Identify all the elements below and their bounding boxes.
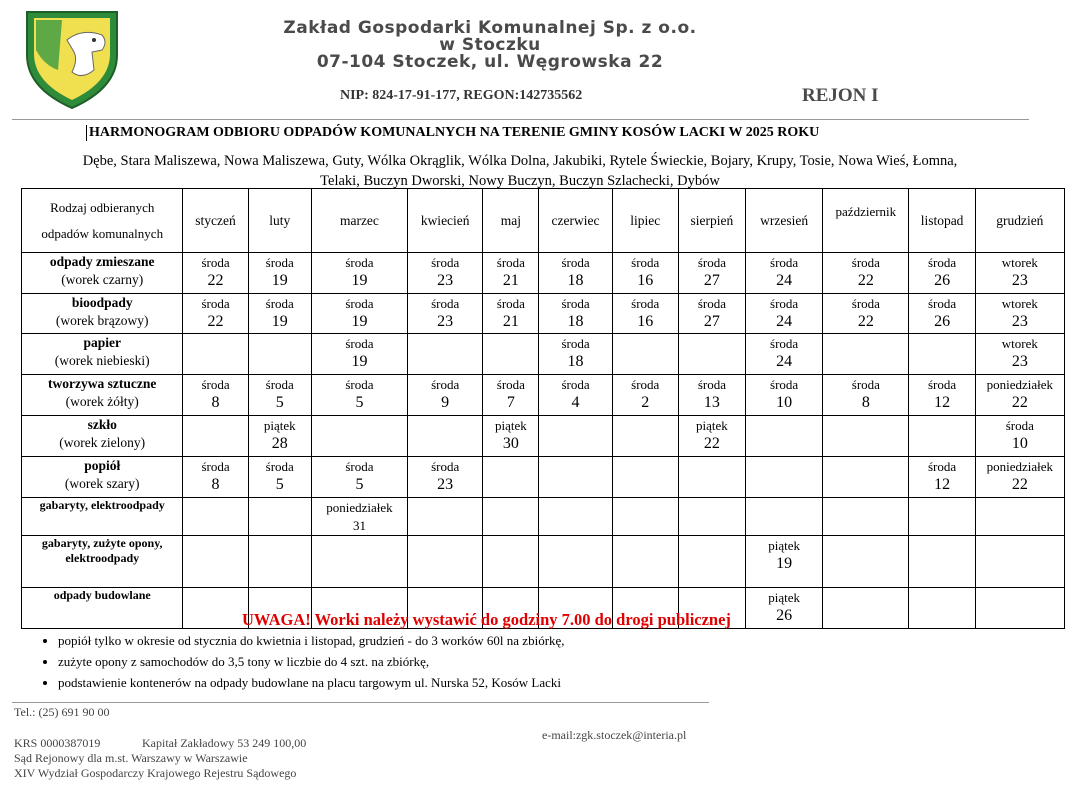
- waste-type-cell: [22, 498, 183, 536]
- date-cell: [612, 416, 678, 457]
- waste-type-name: bioodpady: [71, 295, 133, 310]
- date-cell: [183, 334, 248, 375]
- day-number: 19: [351, 353, 368, 370]
- weekday: piątek: [768, 590, 800, 605]
- date-cell: [823, 294, 909, 334]
- date-cell: [909, 253, 975, 294]
- day-number: 24: [776, 353, 793, 370]
- weekday: środa: [631, 255, 660, 270]
- weekday: środa: [345, 459, 374, 474]
- day-number: 22: [857, 313, 874, 330]
- weekday: środa: [770, 377, 799, 392]
- day-number: 19: [271, 313, 288, 330]
- weekday: środa: [561, 377, 590, 392]
- footer-divider: [12, 702, 709, 703]
- date-cell: [311, 457, 407, 498]
- villages-line-2: Telaki, Buczyn Dworski, Nowy Buczyn, Buczyn Szlachecki, Dybów: [320, 173, 720, 189]
- weekday: środa: [345, 255, 374, 270]
- date-cell: [539, 457, 612, 498]
- date-cell: [183, 457, 248, 498]
- date-cell: [678, 498, 745, 536]
- date-cell: [311, 253, 407, 294]
- weekday: środa: [851, 255, 880, 270]
- weekday: środa: [265, 459, 294, 474]
- month-header: czerwiec: [539, 189, 612, 253]
- date-cell: [408, 457, 483, 498]
- date-cell: [612, 294, 678, 334]
- day-number: 19: [271, 272, 288, 289]
- date-cell: [612, 334, 678, 375]
- day-number: 24: [776, 272, 793, 289]
- weekday: środa: [201, 377, 230, 392]
- date-cell: [183, 536, 248, 588]
- day-number: 23: [437, 476, 454, 493]
- date-cell: [539, 498, 612, 536]
- month-header: maj: [483, 189, 539, 253]
- waste-type-name: odpady budowlane: [53, 588, 151, 602]
- month-header: marzec: [311, 189, 407, 253]
- weekday: środa: [770, 336, 799, 351]
- day-number: 5: [355, 476, 364, 493]
- date-cell: [311, 334, 407, 375]
- date-cell: [183, 416, 248, 457]
- date-cell: [183, 294, 248, 334]
- date-cell: [483, 498, 539, 536]
- date-cell: [975, 457, 1064, 498]
- date-cell: [183, 253, 248, 294]
- waste-type-name: popiół: [84, 458, 121, 473]
- date-cell: [539, 416, 612, 457]
- type-header: [22, 189, 183, 253]
- company-logo: [22, 10, 122, 110]
- date-cell: [408, 334, 483, 375]
- date-cell: [539, 375, 612, 416]
- date-cell: [975, 294, 1064, 334]
- day-number: 23: [1011, 353, 1028, 370]
- bag-color: (worek zielony): [59, 435, 146, 450]
- date-cell: [823, 253, 909, 294]
- date-cell: [539, 294, 612, 334]
- document-title: HARMONOGRAM ODBIORU ODPADÓW KOMUNALNYCH NA TERENIE GMINY KOSÓW LACKI W 2025 ROKU: [86, 125, 819, 141]
- weekday: środa: [697, 377, 726, 392]
- date-cell: [975, 498, 1064, 536]
- day-number: 28: [271, 435, 288, 452]
- bag-color: (worek brązowy): [55, 313, 149, 328]
- date-cell: [975, 536, 1064, 588]
- weekday: piątek: [263, 418, 296, 433]
- weekday: środa: [201, 296, 230, 311]
- type-header-line-2: odpadów komunalnych: [41, 225, 164, 241]
- date-cell: [823, 334, 909, 375]
- weekday: środa: [927, 255, 957, 270]
- day-number: 22: [207, 313, 224, 330]
- weekday: środa: [631, 296, 660, 311]
- waste-type-name: tworzywa sztuczne: [48, 376, 157, 391]
- footer-tel: Tel.: (25) 691 90 00: [14, 705, 110, 719]
- day-number: 8: [211, 476, 220, 493]
- day-number: 5: [275, 476, 284, 493]
- date-cell: [975, 588, 1064, 629]
- date-cell: [248, 253, 311, 294]
- table-row: [22, 536, 1065, 588]
- waste-type-cell: [22, 457, 183, 498]
- company-city: w Stoczku: [439, 35, 541, 55]
- day-number: 10: [776, 394, 793, 411]
- day-number: 9: [441, 394, 450, 411]
- weekday: środa: [431, 377, 460, 392]
- day-number: 19: [351, 272, 368, 289]
- day-number: 27: [703, 272, 720, 289]
- waste-type-cell: [22, 334, 183, 375]
- month-header: grudzień: [975, 189, 1064, 253]
- date-cell: [248, 416, 311, 457]
- waste-type-cell: [22, 294, 183, 334]
- date-cell: [746, 294, 823, 334]
- date-cell: [678, 375, 745, 416]
- date-cell: [678, 536, 745, 588]
- date-cell: [746, 457, 823, 498]
- month-header: luty: [248, 189, 311, 253]
- footer-court-2: XIV Wydział Gospodarczy Krajowego Rejestru Sądowego: [14, 766, 297, 780]
- date-cell: [612, 498, 678, 536]
- weekday: wtorek: [1001, 336, 1038, 351]
- header-divider: [12, 119, 1029, 120]
- villages-line-1: Dębe, Stara Maliszewa, Nowa Maliszewa, Guty, Wólka Okrąglik, Wólka Dolna, Jakubiki, Rytele Świeckie, Bojary, Krupy, Tosie, Nowa Wieś, Łomna,: [82, 153, 958, 169]
- date-cell: [678, 416, 745, 457]
- weekday: środa: [345, 377, 374, 392]
- table-row: [22, 498, 1065, 536]
- date-cell: [248, 375, 311, 416]
- date-cell: [909, 416, 975, 457]
- weekday: środa: [561, 255, 590, 270]
- date-cell: [746, 588, 823, 629]
- date-cell: [311, 536, 407, 588]
- waste-type-name: odpady zmieszane: [49, 254, 155, 269]
- date-cell: [539, 253, 612, 294]
- date-cell: [746, 253, 823, 294]
- footer-email: e-mail:zgk.stoczek@interia.pl: [542, 728, 687, 742]
- date-cell: [909, 536, 975, 588]
- day-number: 5: [275, 394, 284, 411]
- weekday: środa: [697, 255, 726, 270]
- date-cell: [975, 375, 1064, 416]
- day-number: 8: [211, 394, 220, 411]
- schedule-table: [21, 188, 1065, 629]
- month-header: kwiecień: [408, 189, 483, 253]
- day-number: 22: [1011, 394, 1028, 411]
- table-row: [22, 457, 1065, 498]
- weekday: poniedziałek: [986, 377, 1054, 392]
- date-cell: [248, 536, 311, 588]
- weekday: wtorek: [1001, 255, 1038, 270]
- day-number: 23: [1011, 272, 1028, 289]
- waste-type-name: szkło: [87, 417, 117, 432]
- weekday: środa: [697, 296, 726, 311]
- note-item: • popiół tylko w okresie od stycznia do kwietnia i listopad, grudzień - do 3 worków 60l na zbiórkę,: [58, 630, 565, 651]
- day-number: 18: [567, 313, 584, 330]
- weekday: środa: [770, 296, 799, 311]
- table-row: [22, 294, 1065, 334]
- day-number: 30: [502, 435, 519, 452]
- month-header: styczeń: [183, 189, 248, 253]
- date-cell: [483, 375, 539, 416]
- month-header: październik: [823, 189, 909, 253]
- table-header-row: [22, 189, 1065, 253]
- date-cell: [311, 294, 407, 334]
- date-cell: [823, 416, 909, 457]
- day-number: 18: [567, 272, 584, 289]
- date-cell: [909, 457, 975, 498]
- day-number: 27: [703, 313, 720, 330]
- date-cell: [909, 588, 975, 629]
- waste-type-cell: [22, 375, 183, 416]
- company-name: Zakład Gospodarki Komunalnej Sp. z o.o.: [283, 18, 697, 38]
- date-cell: [746, 334, 823, 375]
- day-number: 26: [934, 272, 951, 289]
- weekday: środa: [496, 296, 525, 311]
- date-cell: [248, 498, 311, 536]
- date-cell: [248, 457, 311, 498]
- date-cell: [408, 416, 483, 457]
- date-cell: [909, 294, 975, 334]
- date-cell: [746, 536, 823, 588]
- date-cell: [612, 253, 678, 294]
- weekday: środa: [561, 296, 590, 311]
- day-number: 21: [502, 313, 519, 330]
- bag-color: (worek czarny): [61, 272, 144, 287]
- weekday: środa: [345, 336, 374, 351]
- date-cell: [678, 334, 745, 375]
- date-cell: [823, 498, 909, 536]
- waste-type-name: gabaryty, zużyte opony, elektroodpady: [41, 536, 163, 565]
- date-cell: [678, 253, 745, 294]
- day-number: 18: [567, 353, 584, 370]
- day-number: 22: [857, 272, 874, 289]
- weekday: poniedziałek: [326, 500, 393, 515]
- date-cell: [311, 375, 407, 416]
- table-row: [22, 253, 1065, 294]
- weekday: środa: [265, 255, 294, 270]
- date-cell: [248, 294, 311, 334]
- day-number: 21: [502, 272, 519, 289]
- date-cell: [975, 416, 1064, 457]
- date-cell: [975, 253, 1064, 294]
- day-number: 16: [637, 313, 654, 330]
- day-number: 2: [641, 394, 650, 411]
- date-cell: [483, 253, 539, 294]
- bag-color: (worek żółty): [65, 394, 139, 409]
- date-cell: [483, 457, 539, 498]
- weekday: środa: [851, 377, 880, 392]
- date-cell: [183, 498, 248, 536]
- waste-type-name: gabaryty, elektroodpady: [39, 498, 165, 512]
- table-row: [22, 416, 1065, 457]
- day-number: 26: [934, 313, 951, 330]
- weekday: środa: [770, 255, 799, 270]
- date-cell: [909, 334, 975, 375]
- weekday: środa: [265, 377, 294, 392]
- date-cell: [678, 294, 745, 334]
- date-cell: [746, 375, 823, 416]
- weekday: piątek: [696, 418, 728, 433]
- date-cell: [539, 536, 612, 588]
- date-cell: [612, 536, 678, 588]
- weekday: środa: [927, 296, 957, 311]
- day-number: 5: [355, 394, 364, 411]
- footer-court-1: Sąd Rejonowy dla m.st. Warszawy w Warszawie: [14, 751, 248, 765]
- day-number: 12: [934, 394, 951, 411]
- date-cell: [483, 536, 539, 588]
- date-cell: [311, 498, 407, 536]
- type-header-line-1: Rodzaj odbieranych: [50, 199, 155, 215]
- day-number: 22: [703, 435, 720, 452]
- month-header: lipiec: [612, 189, 678, 253]
- nip-regon: NIP: 824-17-91-177, REGON:142735562: [340, 88, 583, 103]
- day-number: 22: [207, 272, 224, 289]
- day-number: 16: [637, 272, 654, 289]
- weekday: środa: [1005, 418, 1034, 433]
- date-cell: [746, 498, 823, 536]
- day-number: 7: [506, 394, 515, 411]
- notes-list: [18, 630, 565, 693]
- date-cell: [909, 375, 975, 416]
- weekday: środa: [561, 336, 590, 351]
- day-number: 26: [776, 607, 793, 624]
- month-header: sierpień: [678, 189, 745, 253]
- note-item: • podstawienie kontenerów na odpady budowlane na placu targowym ul. Nurska 52, Kosów Lacki: [58, 672, 565, 693]
- date-cell: [975, 334, 1064, 375]
- weekday: środa: [201, 255, 230, 270]
- weekday: piątek: [494, 418, 527, 433]
- weekday: wtorek: [1001, 296, 1038, 311]
- day-number: 31: [352, 518, 366, 533]
- weekday: środa: [496, 255, 525, 270]
- weekday: poniedziałek: [986, 459, 1054, 474]
- note-item: • zużyte opony z samochodów do 3,5 tony w liczbie do 4 szt. na zbiórkę,: [58, 651, 565, 672]
- date-cell: [183, 375, 248, 416]
- date-cell: [612, 457, 678, 498]
- date-cell: [909, 498, 975, 536]
- date-cell: [612, 375, 678, 416]
- date-cell: [823, 457, 909, 498]
- weekday: środa: [431, 296, 460, 311]
- waste-type-cell: [22, 536, 183, 588]
- day-number: 23: [1011, 313, 1028, 330]
- date-cell: [248, 334, 311, 375]
- day-number: 4: [571, 394, 580, 411]
- date-cell: [408, 498, 483, 536]
- day-number: 19: [776, 555, 793, 572]
- date-cell: [183, 588, 248, 629]
- date-cell: [823, 588, 909, 629]
- weekday: środa: [431, 255, 460, 270]
- day-number: 10: [1011, 435, 1028, 452]
- table-row: [22, 334, 1065, 375]
- footer-capital: Kapitał Zakładowy 53 249 100,00: [142, 736, 307, 750]
- company-address: 07-104 Stoczek, ul. Węgrowska 22: [316, 52, 664, 72]
- date-cell: [483, 294, 539, 334]
- weekday: środa: [431, 459, 460, 474]
- waste-type-cell: [22, 416, 183, 457]
- date-cell: [823, 375, 909, 416]
- day-number: 24: [776, 313, 793, 330]
- day-number: 23: [437, 313, 454, 330]
- date-cell: [408, 536, 483, 588]
- day-number: 22: [1011, 476, 1028, 493]
- footer-krs: KRS 0000387019: [14, 736, 101, 750]
- date-cell: [408, 253, 483, 294]
- date-cell: [539, 334, 612, 375]
- bag-color: (worek niebieski): [54, 353, 150, 368]
- table-row: [22, 375, 1065, 416]
- weekday: piątek: [768, 538, 800, 553]
- day-number: 19: [351, 313, 368, 330]
- weekday: środa: [345, 296, 374, 311]
- date-cell: [408, 294, 483, 334]
- day-number: 8: [861, 394, 870, 411]
- weekday: środa: [631, 377, 660, 392]
- weekday: środa: [927, 377, 957, 392]
- weekday: środa: [496, 377, 525, 392]
- villages-list: [20, 151, 1020, 191]
- month-header: listopad: [909, 189, 975, 253]
- weekday: środa: [265, 296, 294, 311]
- month-header: wrzesień: [746, 189, 823, 253]
- day-number: 13: [703, 394, 720, 411]
- waste-type-name: papier: [83, 335, 121, 350]
- day-number: 23: [437, 272, 454, 289]
- weekday: środa: [927, 459, 957, 474]
- bag-color: (worek szary): [64, 476, 140, 491]
- weekday: środa: [201, 459, 230, 474]
- day-number: 12: [934, 476, 951, 493]
- date-cell: [678, 457, 745, 498]
- date-cell: [408, 375, 483, 416]
- waste-type-cell: [22, 588, 183, 629]
- date-cell: [483, 416, 539, 457]
- date-cell: [311, 416, 407, 457]
- date-cell: [823, 536, 909, 588]
- waste-type-cell: [22, 253, 183, 294]
- weekday: środa: [851, 296, 880, 311]
- warning-text: UWAGA! Worki należy wystawić do godziny 7.00 do drogi publicznej: [242, 610, 731, 629]
- region-label: REJON I: [802, 85, 879, 106]
- date-cell: [746, 416, 823, 457]
- date-cell: [483, 334, 539, 375]
